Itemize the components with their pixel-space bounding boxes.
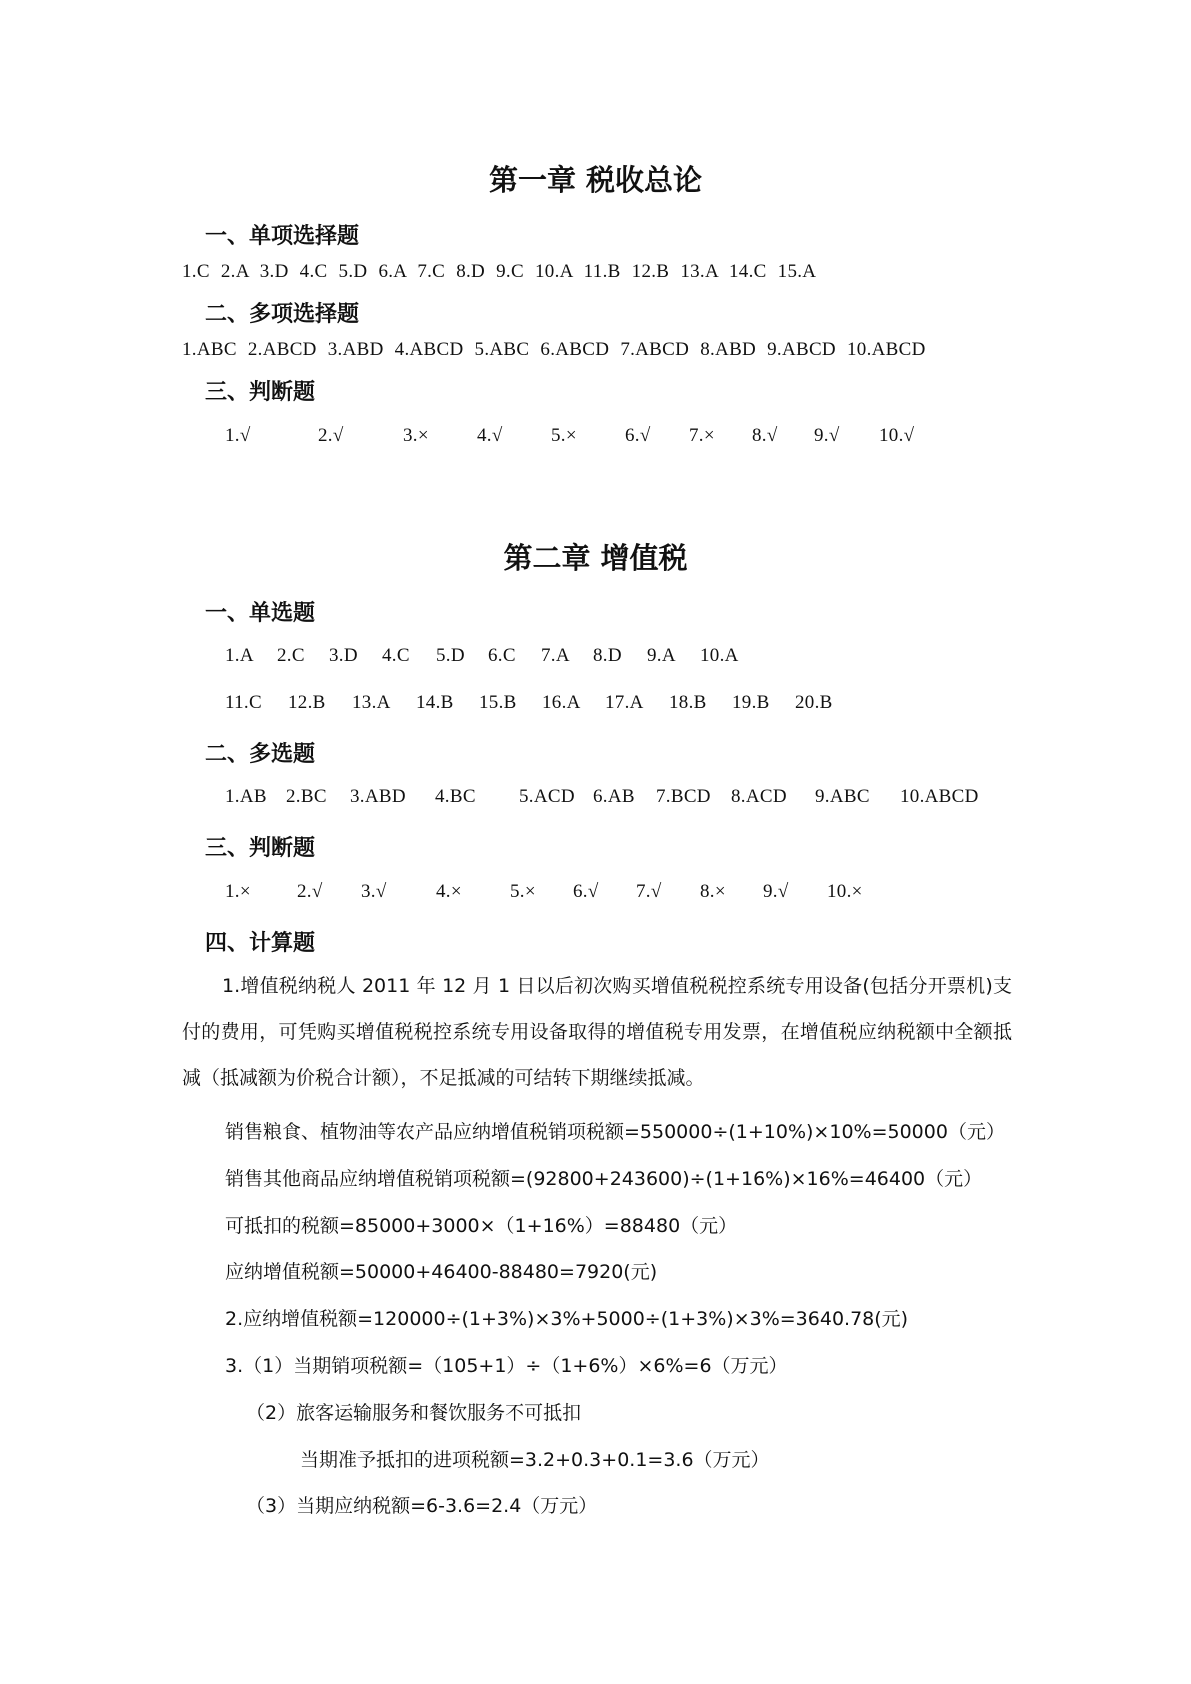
calculation-q3-line4: （3）当期应纳税额=6-3.6=2.4（万元） <box>246 1495 598 1517</box>
chapter1-true-false-heading: 三、判断题 <box>205 380 316 405</box>
answer-item: 7.A <box>541 645 570 666</box>
chapter2-multiple-choice-heading: 二、多选题 <box>205 742 316 767</box>
answer-item: 4.BC <box>435 786 476 807</box>
chapter2-true-false-heading: 三、判断题 <box>205 836 316 861</box>
answer-item: 14.B <box>416 692 454 713</box>
calculation-q3-line1: 3.（1）当期销项税额=（105+1）÷（1+6%）×6%=6（万元） <box>225 1355 788 1377</box>
answer-item: 5.× <box>551 425 577 446</box>
answer-item: 5.D <box>436 645 465 666</box>
calculation-q1-paragraph: 1.增值税纳税人 2011 年 12 月 1 日以后初次购买增值税税控系统专用设备(包括分开票机)支付的费用，可凭购买增值税税控系统专用设备取得的增值税专用发票，在增值税应纳税额中全额抵减（抵减额为价税合计额），不足抵减的可结转下期继续抵减。 <box>182 975 1012 1089</box>
answer-item: 7.BCD <box>656 786 711 807</box>
answer-item: 4.× <box>436 881 462 902</box>
calculation-q1-line2: 销售其他商品应纳增值税销项税额=(92800+243600)÷(1+16%)×16%=46400（元） <box>225 1168 983 1190</box>
answer-item: 7.√ <box>636 881 662 902</box>
chapter2-single-choice-heading: 一、单选题 <box>205 601 316 626</box>
answer-item: 2.√ <box>297 881 323 902</box>
answer-item: 8.√ <box>752 425 778 446</box>
answer-item: 10.ABCD <box>900 786 979 807</box>
answer-item: 3.× <box>403 425 429 446</box>
answer-item: 8.D <box>593 645 622 666</box>
answer-item: 5.ACD <box>519 786 575 807</box>
answer-item: 8.× <box>700 881 726 902</box>
answer-item: 4.C <box>382 645 410 666</box>
answer-item: 20.B <box>795 692 833 713</box>
answer-item: 12.B <box>288 692 326 713</box>
answer-item: 6.√ <box>625 425 651 446</box>
answer-item: 1.× <box>225 881 251 902</box>
calculation-q1-line4: 应纳增值税额=50000+46400-88480=7920(元) <box>225 1261 658 1283</box>
answer-item: 2.C <box>277 645 305 666</box>
calculation-q1-line3: 可抵扣的税额=85000+3000×（1+16%）=88480（元） <box>225 1215 738 1237</box>
answer-item: 1.A <box>225 645 254 666</box>
answer-item: 16.A <box>542 692 581 713</box>
chapter2-title: 第二章 增值税 <box>503 541 688 575</box>
chapter1-multiple-choice-answers: 1.ABC 2.ABCD 3.ABD 4.ABCD 5.ABC 6.ABCD 7.ABCD 8.ABD 9.ABCD 10.ABCD <box>182 339 926 360</box>
answer-item: 6.√ <box>573 881 599 902</box>
answer-item: 9.A <box>647 645 676 666</box>
answer-item: 9.√ <box>763 881 789 902</box>
answer-item: 5.× <box>510 881 536 902</box>
chapter1-multiple-choice-heading: 二、多项选择题 <box>205 302 360 327</box>
calculation-q3-line3: 当期准予抵扣的进项税额=3.2+0.3+0.1=3.6（万元） <box>300 1449 770 1471</box>
answer-item: 10.√ <box>879 425 915 446</box>
answer-item: 9.ABC <box>815 786 870 807</box>
answer-item: 11.C <box>225 692 262 713</box>
answer-item: 6.C <box>488 645 516 666</box>
answer-item: 2.√ <box>318 425 344 446</box>
answer-item: 3.ABD <box>350 786 406 807</box>
answer-item: 18.B <box>669 692 707 713</box>
answer-item: 2.BC <box>286 786 327 807</box>
answer-item: 6.AB <box>593 786 635 807</box>
chapter1-single-choice-answers: 1.C 2.A 3.D 4.C 5.D 6.A 7.C 8.D 9.C 10.A 11.B 12.B 13.A 14.C 15.A <box>182 261 817 282</box>
answer-item: 4.√ <box>477 425 503 446</box>
answer-item: 3.D <box>329 645 358 666</box>
answer-item: 10.A <box>700 645 739 666</box>
chapter1-title: 第一章 税收总论 <box>488 163 703 197</box>
answer-item: 3.√ <box>361 881 387 902</box>
chapter2-calculation-heading: 四、计算题 <box>205 931 316 956</box>
answer-item: 13.A <box>352 692 391 713</box>
answer-item: 9.√ <box>814 425 840 446</box>
answer-item: 8.ACD <box>731 786 787 807</box>
answer-item: 19.B <box>732 692 770 713</box>
answer-item: 15.B <box>479 692 517 713</box>
answer-item: 10.× <box>827 881 863 902</box>
chapter1-single-choice-heading: 一、单项选择题 <box>205 224 360 249</box>
calculation-q2-line: 2.应纳增值税额=120000÷(1+3%)×3%+5000÷(1+3%)×3%=3640.78(元) <box>225 1308 909 1330</box>
answer-item: 1.AB <box>225 786 267 807</box>
calculation-q1-line1: 销售粮食、植物油等农产品应纳增值税销项税额=550000÷(1+10%)×10%=50000（元） <box>225 1121 1005 1143</box>
answer-item: 7.× <box>689 425 715 446</box>
answer-item: 1.√ <box>225 425 251 446</box>
calculation-q3-line2: （2）旅客运输服务和餐饮服务不可抵扣 <box>246 1402 582 1424</box>
answer-item: 17.A <box>605 692 644 713</box>
